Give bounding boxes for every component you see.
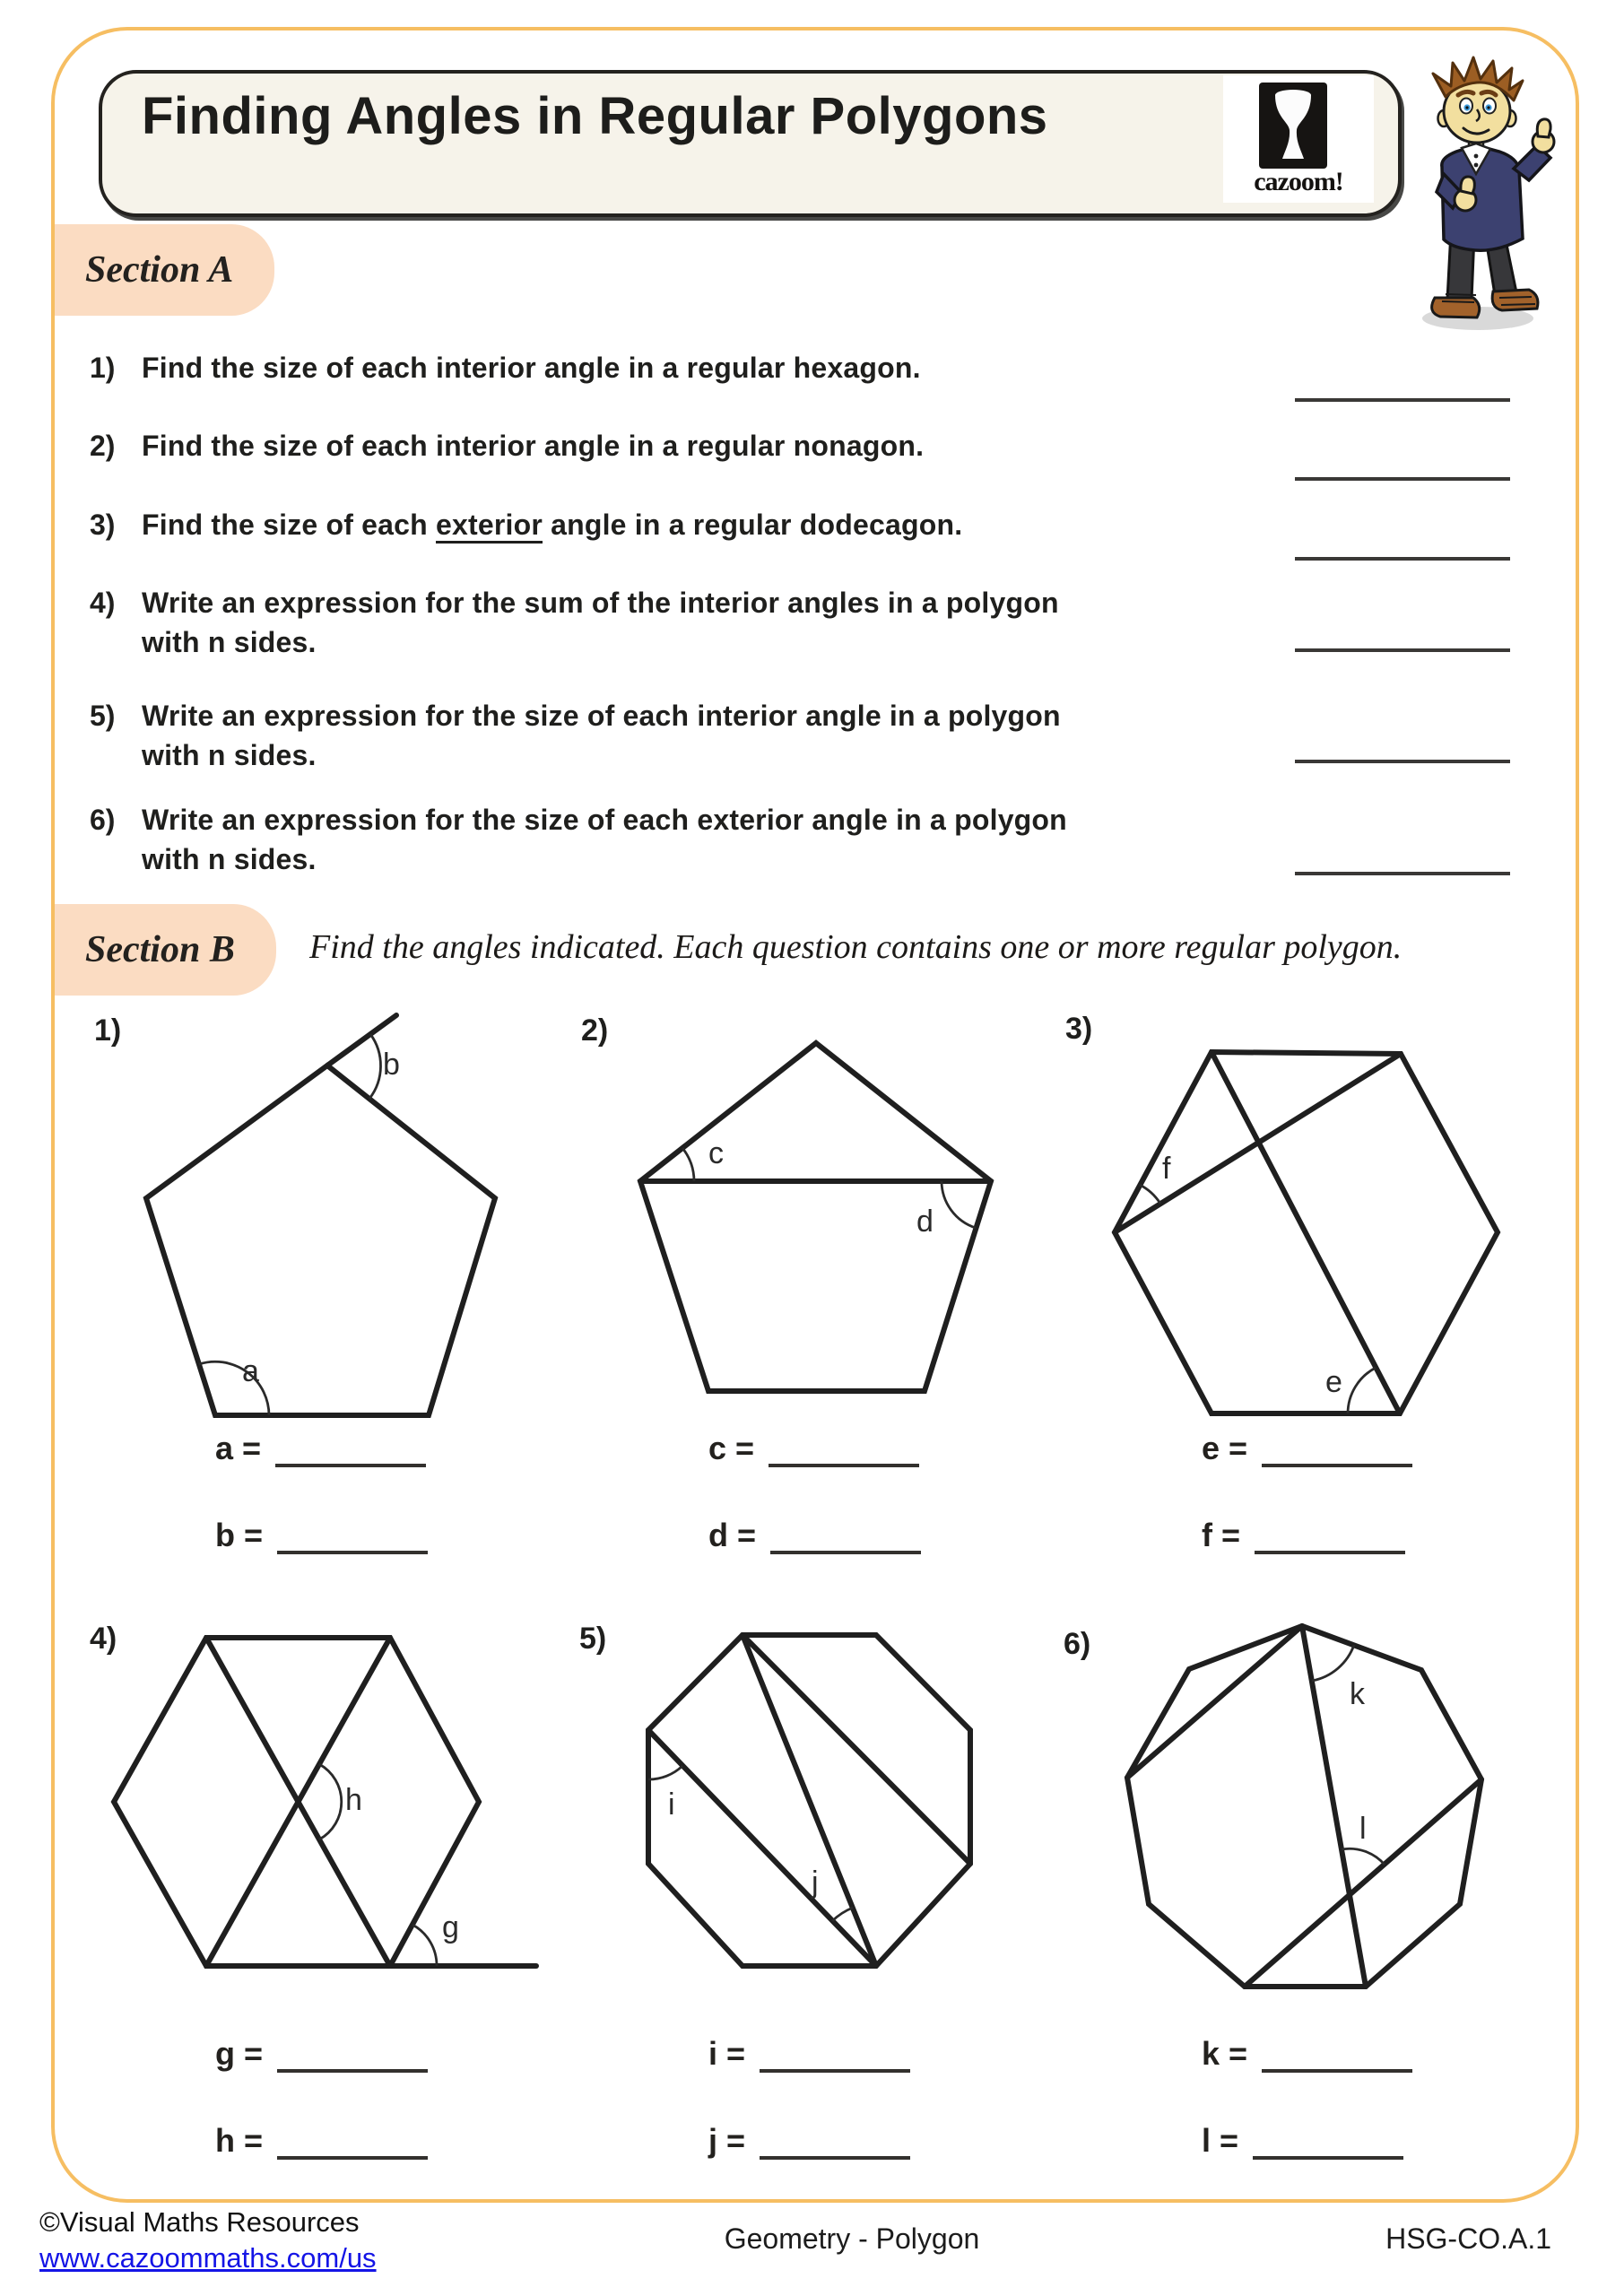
question-text-line2: with n sides. bbox=[142, 843, 317, 875]
angle-label-a: a bbox=[242, 1354, 259, 1388]
angle-label-e: e bbox=[1325, 1365, 1342, 1399]
question-text-line2: with n sides. bbox=[142, 626, 317, 658]
mascot-illustration bbox=[1388, 56, 1572, 335]
answer-blank-a: a = bbox=[215, 1426, 426, 1467]
footer-standard-code: HSG-CO.A.1 bbox=[1385, 2222, 1551, 2255]
figure-1-pentagon bbox=[126, 996, 547, 1435]
section-b-instruction: Find the angles indicated. Each question contains one or more regular polygon. bbox=[309, 928, 1403, 966]
angle-label-i: i bbox=[668, 1787, 675, 1822]
answer-line-q3 bbox=[1295, 557, 1510, 561]
angle-label-l: l bbox=[1359, 1812, 1367, 1846]
answer-line-q5 bbox=[1295, 760, 1510, 763]
figure-3-hexagon bbox=[1103, 996, 1515, 1435]
figure-5-octagon bbox=[610, 1614, 1013, 1991]
page-title: Finding Angles in Regular Polygons bbox=[142, 87, 1048, 145]
answer-blank-line bbox=[760, 2031, 910, 2073]
question-text: Find the size of each interior angle in a regular hexagon. bbox=[142, 352, 921, 384]
question-number: 2) bbox=[90, 430, 116, 462]
answer-blank-e: e = bbox=[1202, 1426, 1412, 1467]
footer-website-link[interactable]: www.cazoommaths.com/us bbox=[39, 2242, 377, 2274]
answer-blank-c: c = bbox=[708, 1426, 919, 1467]
question-number: 5) bbox=[90, 700, 116, 732]
section-a-label: Section A bbox=[85, 249, 234, 291]
cazoom-logo-icon bbox=[1259, 83, 1327, 169]
question-number: 1) bbox=[90, 352, 116, 384]
question-text: Write an expression for the size of each interior angle in a polygon bbox=[142, 700, 1061, 732]
answer-line-q6 bbox=[1295, 872, 1510, 875]
figure-1-number: 1) bbox=[94, 1013, 122, 1048]
angle-label-h: h bbox=[345, 1783, 362, 1817]
footer-topic: Geometry - Polygon bbox=[724, 2222, 980, 2255]
figure-3-number: 3) bbox=[1065, 1012, 1093, 1046]
question-text: Write an expression for the sum of the interior angles in a polygon bbox=[142, 587, 1059, 619]
section-a-badge bbox=[55, 224, 274, 316]
answer-blank-line bbox=[769, 1426, 919, 1467]
angle-label-g: g bbox=[442, 1910, 459, 1944]
answer-blank-line bbox=[275, 1426, 426, 1467]
answer-blank-line bbox=[277, 2118, 428, 2160]
answer-blank-line bbox=[1262, 1426, 1412, 1467]
figure-4-number: 4) bbox=[90, 1622, 117, 1656]
answer-blank-k: k = bbox=[1202, 2031, 1412, 2073]
question-text: Find the size of each exterior angle in a regular dodecagon. bbox=[142, 509, 963, 541]
answer-blank-line bbox=[760, 2118, 910, 2160]
angle-label-b: b bbox=[383, 1048, 400, 1082]
answer-blank-line bbox=[1262, 2031, 1412, 2073]
figure-4-hexagon bbox=[90, 1614, 556, 1991]
question-text: Find the size of each interior angle in a regular nonagon. bbox=[142, 430, 925, 462]
footer-copyright: ©Visual Maths Resources bbox=[39, 2206, 360, 2238]
answer-blank-line bbox=[770, 1513, 921, 1554]
answer-blank-line bbox=[1253, 2118, 1403, 2160]
answer-blank-j: j = bbox=[708, 2118, 910, 2160]
figure-2-number: 2) bbox=[581, 1013, 609, 1048]
answer-blank-d: d = bbox=[708, 1513, 921, 1554]
angle-label-k: k bbox=[1350, 1677, 1365, 1711]
angle-label-c: c bbox=[708, 1136, 724, 1170]
angle-label-d: d bbox=[916, 1205, 934, 1239]
answer-blank-b: b = bbox=[215, 1513, 428, 1554]
angle-label-j: j bbox=[812, 1866, 819, 1900]
figure-5-number: 5) bbox=[579, 1622, 607, 1656]
section-b-badge bbox=[55, 904, 276, 996]
answer-blank-line bbox=[1255, 1513, 1405, 1554]
angle-label-f: f bbox=[1162, 1152, 1171, 1186]
answer-blank-g: g = bbox=[215, 2031, 428, 2073]
section-b-label: Section B bbox=[85, 929, 235, 970]
cazoom-logo-text: cazoom! bbox=[1254, 167, 1343, 196]
answer-blank-f: f = bbox=[1202, 1513, 1405, 1554]
answer-blank-line bbox=[277, 2031, 428, 2073]
figure-6-nonagon bbox=[1103, 1610, 1515, 2005]
answer-blank-h: h = bbox=[215, 2118, 428, 2160]
question-number: 6) bbox=[90, 804, 116, 836]
figure-2-pentagon bbox=[619, 996, 1013, 1435]
answer-blank-line bbox=[277, 1513, 428, 1554]
answer-blank-i: i = bbox=[708, 2031, 910, 2073]
answer-line-q1 bbox=[1295, 398, 1510, 402]
answer-blank-l: l = bbox=[1202, 2118, 1403, 2160]
figure-6-number: 6) bbox=[1064, 1627, 1091, 1661]
answer-line-q4 bbox=[1295, 648, 1510, 652]
question-number: 3) bbox=[90, 509, 116, 541]
question-text: Write an expression for the size of each exterior angle in a polygon bbox=[142, 804, 1067, 836]
answer-line-q2 bbox=[1295, 477, 1510, 481]
question-number: 4) bbox=[90, 587, 116, 619]
question-text-line2: with n sides. bbox=[142, 739, 317, 771]
